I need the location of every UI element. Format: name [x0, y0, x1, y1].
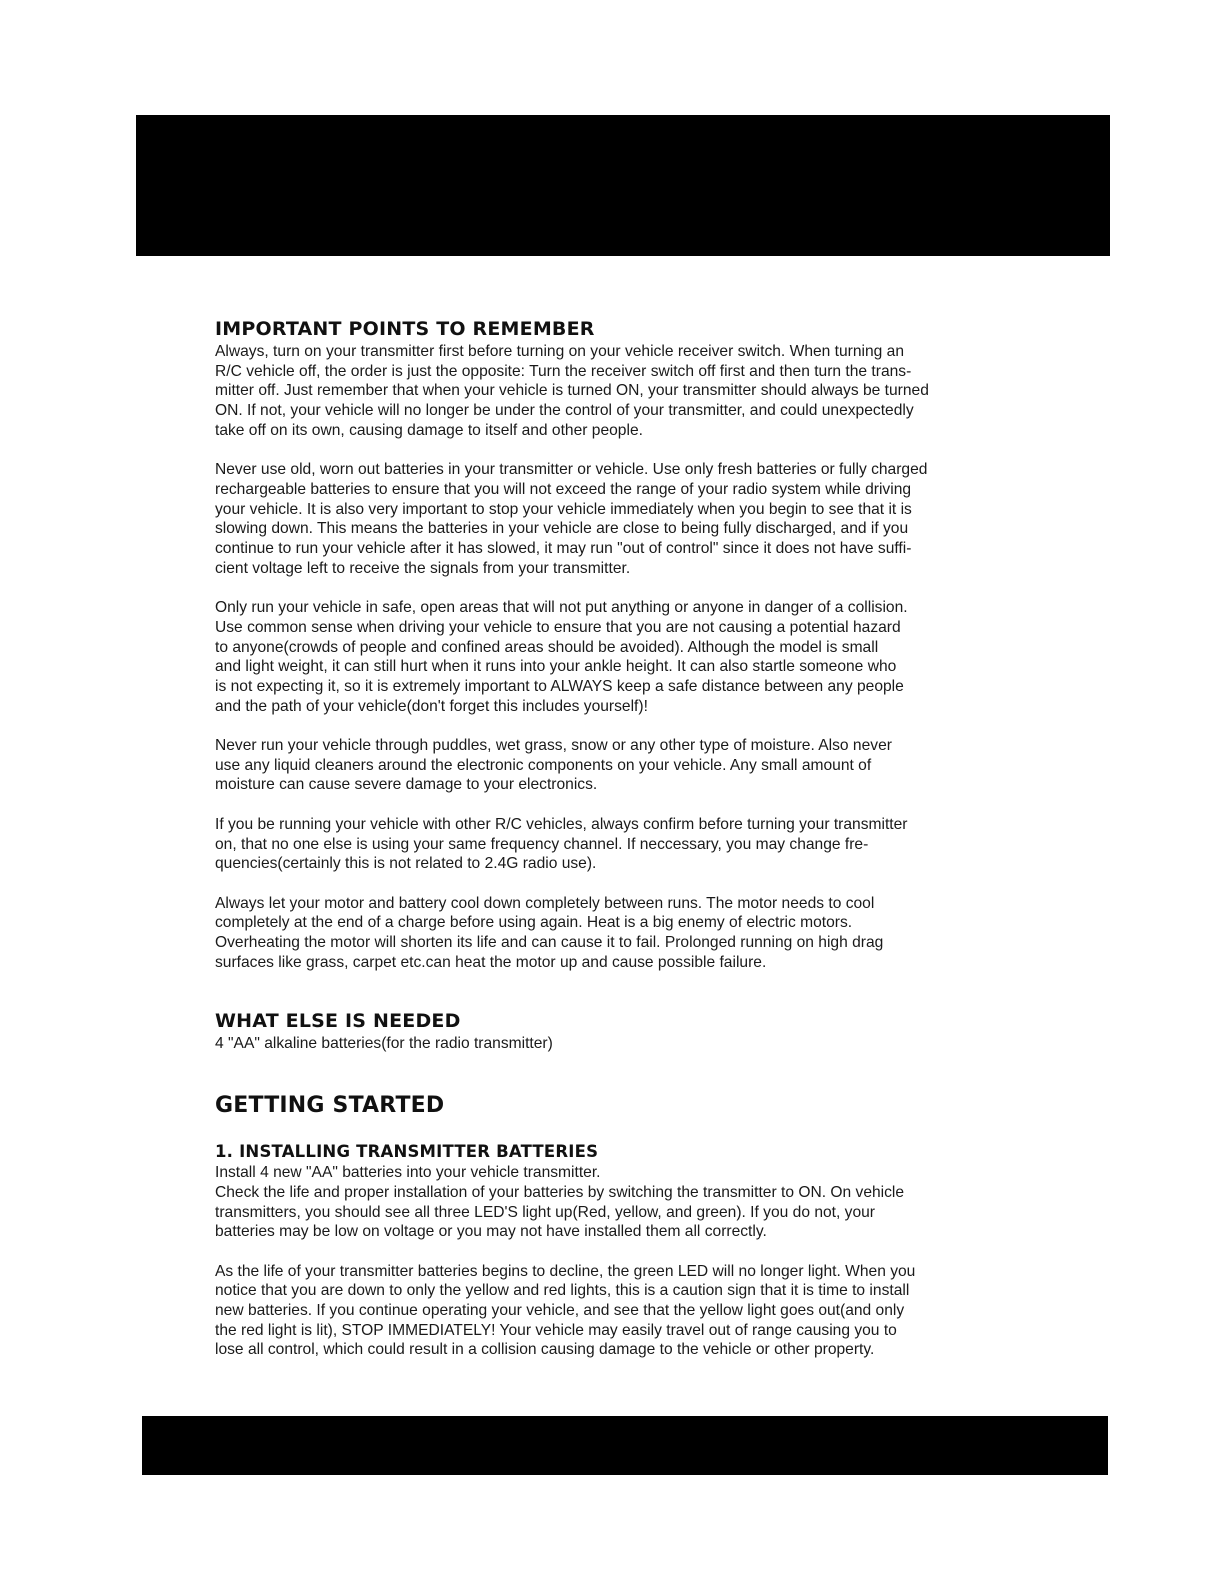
heading-getting-started: GETTING STARTED	[215, 1093, 445, 1119]
paragraph-batteries: Never use old, worn out batteries in your transmitter or vehicle. Use only fresh batteries or fully charged rechargeable batteries to ensure that you will not exceed the range of your radio system while driving your vehicle. It is also very important to stop your vehicle immediately when you begin to see that it is slowing down. This means the batteries in your vehicle are close to being fully discharged, and if you continue to run your vehicle after it has slowed, it may run "out of control" since it does not have suffi- cient voltage left to receive the signals from your transmitter.	[215, 461, 928, 577]
paragraph-safe-areas: Only run your vehicle in safe, open areas that will not put anything or anyone in danger of a collision. Use common sense when driving your vehicle to ensure that you are not causing a potential hazard to anyone(crowds of people and confined areas should be avoided). Although the model is small and light weight, it can still hurt when it runs into your ankle height. It can also startle someone who is not expecting it, so it is extremely important to ALWAYS keep a safe distance between any people and the path of your vehicle(don't forget this includes yourself)!	[215, 599, 908, 715]
paragraph-power-order: Always, turn on your transmitter first before turning on your vehicle receiver switch. When turning an R/C vehicle off, the order is just the opposite: Turn the receiver switch off first and then turn the trans- mitter off. Just remember that when your vehicle is turned ON, your transmitter should always be turned ON. If not, your vehicle will no longer be under the control of your transmitter, and could unexpectedly take off on its own, causing damage to itself and other people.	[215, 343, 929, 439]
paragraph-frequency: If you be running your vehicle with other R/C vehicles, always confirm before turning your transmitter on, that no one else is using your same frequency channel. If neccessary, you may change fre- quencies(certainly this is not related to 2.4G radio use).	[215, 815, 908, 873]
paragraph-moisture: Never run your vehicle through puddles, wet grass, snow or any other type of moisture. Also never use any liquid cleaners around the electronic components on your vehicle. Any small amount of moisture can cause severe damage to your electronics.	[215, 737, 892, 794]
bottom-banner	[142, 1416, 1108, 1475]
document-body	[215, 316, 1055, 1360]
heading-what-else-needed: WHAT ELSE IS NEEDED	[215, 1010, 461, 1033]
paragraph-led-warning: As the life of your transmitter batteries begins to decline, the green LED will no longer light. When you notice that you are down to only the yellow and red lights, this is a caution sign that it is time to install new batteries. If you continue operating your vehicle, and see that the yellow light goes out(and only the red light is lit), STOP IMMEDIATELY! Your vehicle may easily travel out of range causing you to lose all control, which could result in a collision causing damage to the vehicle or other property.	[215, 1262, 916, 1359]
paragraph-cooldown: Always let your motor and battery cool down completely between runs. The motor needs to cool completely at the end of a charge before using again. Heat is a big enemy of electric motors. Overheating the motor will shorten its life and can cause it to fail. Prolonged running on high drag surfaces like grass, carpet etc.can heat the motor up and cause possible failure.	[215, 894, 884, 971]
paragraph-needed-items: 4 "AA" alkaline batteries(for the radio transmitter)	[215, 1035, 553, 1053]
heading-important-points: IMPORTANT POINTS TO REMEMBER	[215, 318, 595, 340]
paragraph-install-check: Install 4 new "AA" batteries into your vehicle transmitter. Check the life and proper installation of your batteries by switching the transmitter to ON. On vehicle transmitters, you should see all three LED'S light up(Red, yellow, and green). If you do not, your batteries may be low on voltage or you may not have installed them all correctly.	[215, 1164, 905, 1241]
top-banner	[136, 115, 1110, 256]
heading-installing-batteries: 1. INSTALLING TRANSMITTER BATTERIES	[215, 1142, 599, 1162]
